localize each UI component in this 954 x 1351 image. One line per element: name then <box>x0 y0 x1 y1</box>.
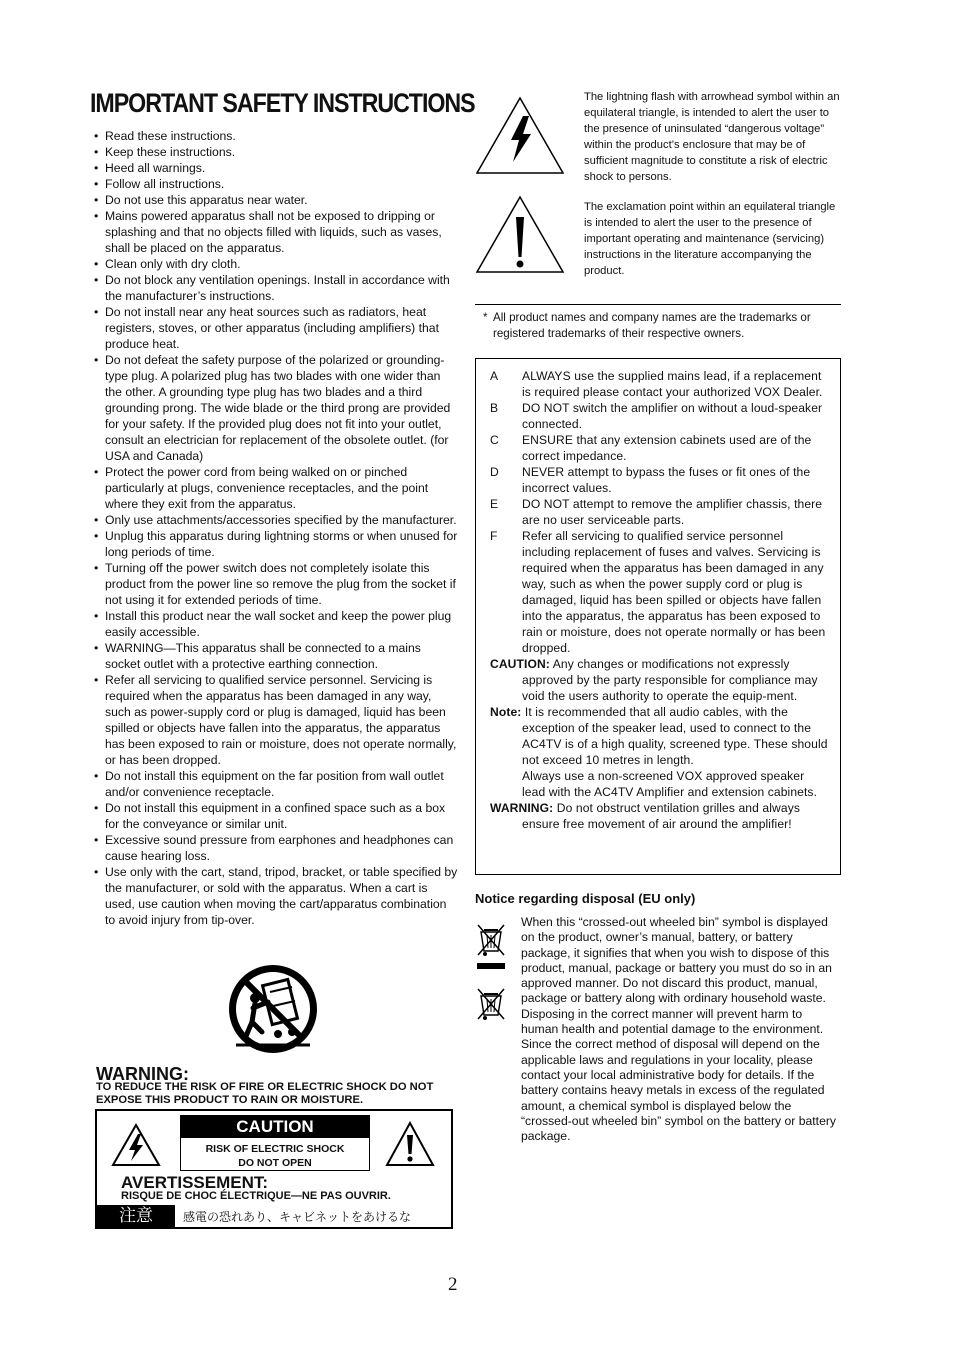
page-title: IMPORTANT SAFETY INSTRUCTIONS <box>90 88 475 118</box>
safety-instructions-list <box>94 128 458 928</box>
asterisk: * <box>483 311 488 324</box>
warning-note-label: WARNING: <box>490 801 554 815</box>
list-item: • Only use attachments/accessories specified by the manufacturer. <box>94 512 458 528</box>
caution-note-label: CAUTION: <box>490 657 550 671</box>
list-item: • Follow all instructions. <box>94 176 458 192</box>
note-label: Note: <box>490 705 522 719</box>
caution-line-2: DO NOT OPEN <box>238 1157 312 1169</box>
list-item: • Use only with the cart, stand, tripod, bracket, or table specified by the manufacturer, or sold with the apparatus. When a cart is used, use caution when moving the cart/apparatus combination to avoid injury from tip-over. <box>94 864 458 928</box>
exclamation-triangle-icon <box>475 195 565 275</box>
trademark-text: All product names and company names are the trademarks or registered trademarks of their respective owners. <box>493 311 811 340</box>
list-item: • Protect the power cord from being walked on or pinched particularly at plugs, convenience receptacles, and the point where they exit from the apparatus. <box>94 464 458 512</box>
list-item: • Heed all warnings. <box>94 160 458 176</box>
warning-text: TO REDUCE THE RISK OF FIRE OR ELECTRIC SHOCK DO NOT EXPOSE THIS PRODUCT TO RAIN OR MOISTURE. <box>96 1081 434 1106</box>
list-item: • Do not install this equipment on the far position from wall outlet and/or convenience receptacle. <box>94 768 458 800</box>
list-item: • Mains powered apparatus shall not be exposed to dripping or splashing and that no objects filled with liquids, such as vases, shall be placed on the apparatus. <box>94 208 458 256</box>
amplifier-instructions-box <box>475 358 841 875</box>
avertissement-text: RISQUE DE CHOC ÉLECTRIQUE—NE PAS OUVRIR. <box>121 1190 391 1202</box>
list-item: • Clean only with dry cloth. <box>94 256 458 272</box>
list-item: • Install this product near the wall socket and keep the power plug easily accessible. <box>94 608 458 640</box>
item-letter: F <box>490 529 498 543</box>
ventilation-warning <box>490 800 830 832</box>
list-item <box>490 496 830 528</box>
caution-line-1: RISK OF ELECTRIC SHOCK <box>205 1143 345 1155</box>
page-number: 2 <box>448 1274 458 1295</box>
caution-note-text: Any changes or modifications not expressly approved by the party responsible for compliance may void the users authority to operate the equip-ment. <box>522 657 818 703</box>
japanese-caution-text: 感電の恐れあり、キャビネットをあけるな <box>183 1210 412 1224</box>
item-text: ENSURE that any extension cabinets used are of the correct impedance. <box>522 433 812 463</box>
item-text: ALWAYS use the supplied mains lead, if a replacement is required please contact your authorized VOX Dealer. <box>522 369 823 399</box>
lightning-triangle-icon <box>111 1123 161 1167</box>
list-item: • Do not block any ventilation openings. Install in accordance with the manufacturer’s instructions. <box>94 272 458 304</box>
item-text: Refer all servicing to qualified service personnel including replacement of fuses and valves. Servicing is required when the apparatus has been damaged in any way, such as when the power supply cord or plug is damaged, liquid has been spilled or objects have fallen into the apparatus, the apparatus has been exposed to rain or moisture, does not operate normally or has been dropped. <box>522 529 826 655</box>
list-item <box>490 432 830 464</box>
list-item <box>490 464 830 496</box>
lightning-triangle-icon <box>475 96 565 176</box>
list-item: • Refer all servicing to qualified service personnel. Servicing is required when the apparatus has been damaged in any way, such as power-supply cord or plug is damaged, liquid has been spilled or objects have fallen into the apparatus, the apparatus has been exposed to rain or moisture, does not operate normally, or has been dropped. <box>94 672 458 768</box>
instructions-list <box>490 368 830 832</box>
crossed-out-bin-icon <box>474 987 508 1021</box>
item-letter: E <box>490 497 499 511</box>
list-item: • Do not install this equipment in a confined space such as a box for the conveyance or similar unit. <box>94 800 458 832</box>
cart-tip-over-icon <box>226 962 320 1056</box>
exclamation-triangle-icon <box>385 1121 435 1167</box>
item-text: NEVER attempt to bypass the fuses or fit ones of the incorrect values. <box>522 465 811 495</box>
list-item <box>490 528 830 656</box>
list-item <box>490 400 830 432</box>
item-text: DO NOT attempt to remove the amplifier chassis, there are no user serviceable parts. <box>522 497 823 527</box>
avertissement-title: AVERTISSEMENT: <box>121 1173 269 1192</box>
list-item: • Do not defeat the safety purpose of the polarized or grounding-type plug. A polarized plug has two blades with one wider than the other. A grounding type plug has two blades and a third grounding prong. The wide blade or the third prong are provided for your safety. If the provided plug does not fit into your outlet, consult an electrician for replacement of the obsolete outlet. (for USA and Canada) <box>94 352 458 464</box>
note-text-2: Always use a non-screened VOX approved speaker lead with the AC4TV Amplifier and extension cabinets. <box>522 769 818 799</box>
list-item: • Do not use this apparatus near water. <box>94 192 458 208</box>
eu-disposal-text: When this “crossed-out wheeled bin” symbol is displayed on the product, owner’s manual, battery, or battery package, it signifies that when you wish to dispose of this product, manual, package or battery you must do so in an approved manner. Do not discard this product, manual, package or battery along with ordinary household waste. Disposing in the correct manner will prevent harm to human health and potential damage to the environment. Since the correct method of disposal will depend on the applicable laws and regulations in your locality, please contact your local administrative body for details. If the battery contains heavy metals in excess of the regulated amount, a chemical symbol is displayed below the “crossed-out wheeled bin” symbol on the battery or battery package. <box>521 915 837 1144</box>
warning-note-text: Do not obstruct ventilation grilles and always ensure free movement of air around the amplifier! <box>522 801 800 831</box>
item-text: DO NOT switch the amplifier on without a loud-speaker connected. <box>522 401 823 431</box>
list-item: • Do not install near any heat sources such as radiators, heat registers, stoves, or other apparatus (including amplifiers) that produce heat. <box>94 304 458 352</box>
speaker-lead-note <box>490 768 830 800</box>
exclamation-symbol-description: The exclamation point within an equilateral triangle is intended to alert the user to the presence of important operating and maintenance (servicing) instructions in the literature accompanying the product. <box>584 201 836 277</box>
list-item <box>490 368 830 400</box>
eu-disposal-heading: Notice regarding disposal (EU only) <box>475 891 696 906</box>
lightning-symbol-description: The lightning flash with arrowhead symbol within an equilateral triangle, is intended to alert the user to the presence of uninsulated “dangerous voltage” within the product’s enclosure that may be of sufficient magnitude to constitute a risk of electric shock to persons. <box>584 91 840 183</box>
list-item: • Excessive sound pressure from earphones and headphones can cause hearing loss. <box>94 832 458 864</box>
list-item: • Turning off the power switch does not completely isolate this product from the power line so remove the plug from the socket if not using it for extended periods of time. <box>94 560 458 608</box>
japanese-caution-label: 注意 <box>97 1205 175 1227</box>
caution-note <box>490 656 830 704</box>
list-item: • Read these instructions. <box>94 128 458 144</box>
crossed-out-bin-icon <box>474 923 508 971</box>
caution-box <box>180 1115 370 1171</box>
item-letter: A <box>490 369 499 383</box>
audio-cable-note <box>490 704 830 768</box>
list-item: • WARNING—This apparatus shall be connected to a mains socket outlet with a protective earthing connection. <box>94 640 458 672</box>
list-item: • Unplug this apparatus during lightning storms or when unused for long periods of time. <box>94 528 458 560</box>
trademark-note <box>483 310 833 342</box>
note-text: It is recommended that all audio cables, with the exception of the speaker lead, used to connect to the AC4TV is of a high quality, screened type. These should not exceed 10 metres in length. <box>522 705 828 767</box>
list-item: • Keep these instructions. <box>94 144 458 160</box>
caution-label-panel <box>95 1109 453 1229</box>
divider <box>475 304 841 305</box>
caution-title: CAUTION <box>181 1116 369 1138</box>
item-letter: D <box>490 465 499 479</box>
item-letter: C <box>490 433 499 447</box>
warning-heading: WARNING: <box>96 1064 189 1084</box>
item-letter: B <box>490 401 499 415</box>
